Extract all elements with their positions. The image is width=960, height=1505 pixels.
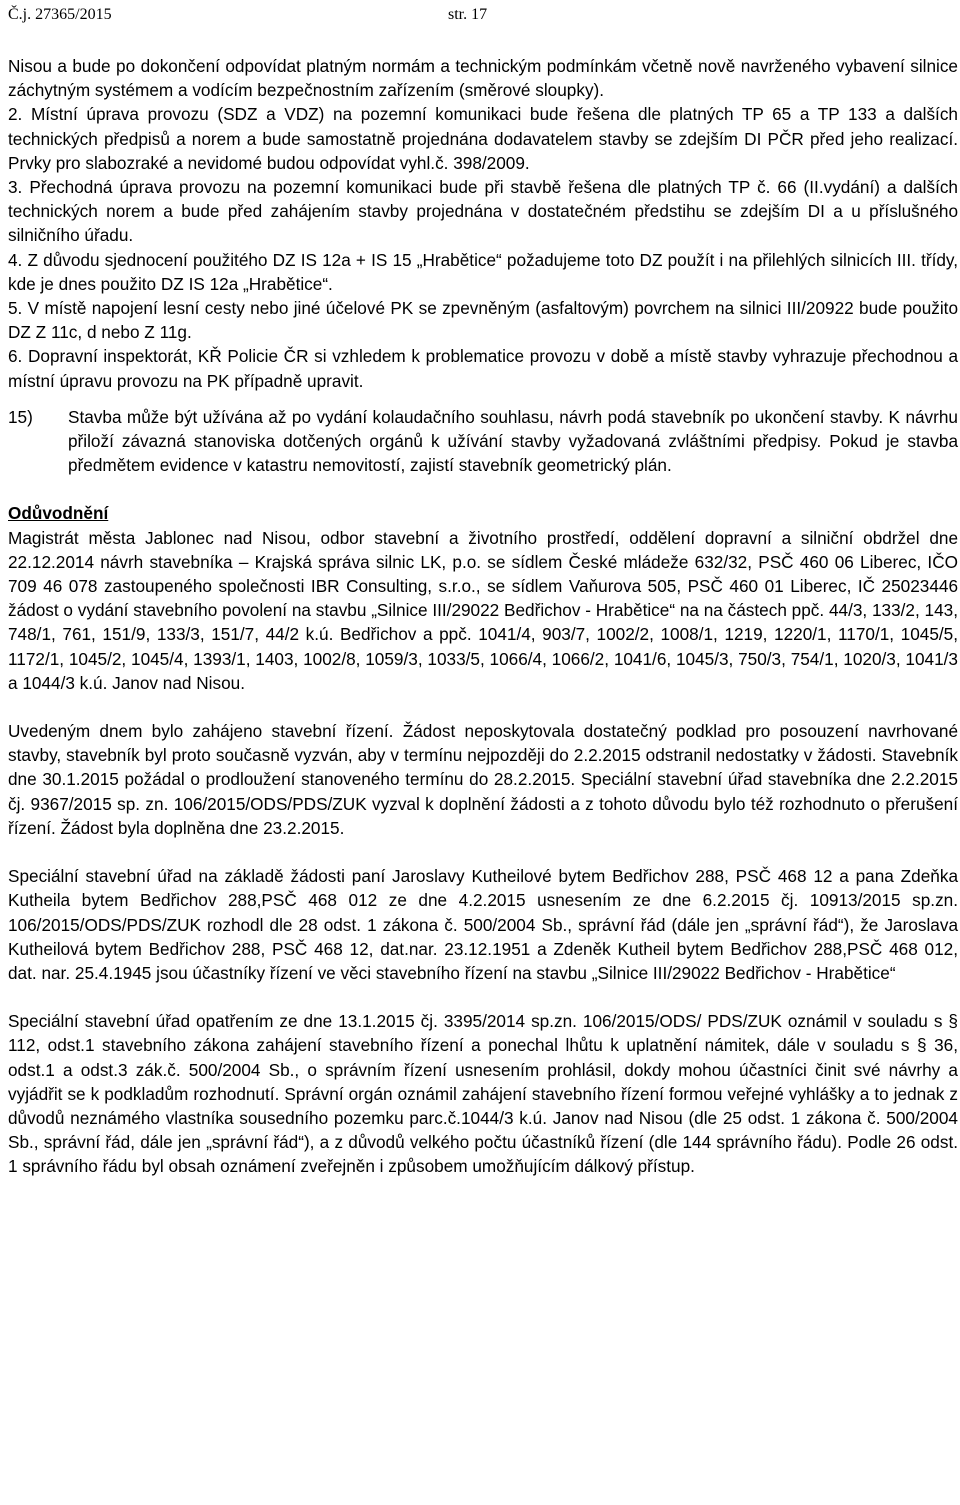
item-text: Stavba může být užívána až po vydání kolaudačního souhlasu, návrh podá stavebník po ukončení stavby. K návrhu přiloží závazná stanoviska dotčených orgánů k užívání stavby vyžadovaná zvláštními předpisy. Pokud je stavba předmětem evidence v katastru nemovitostí, zajistí stavebník geometrický plán. xyxy=(68,406,958,476)
reasoning-paragraph-2: Uvedeným dnem bylo zahájeno stavební řízení. Žádost neposkytovala dostatečný podklad pro posouzení navrhované stavby, stavebník byl proto současně vyzván, aby v termínu nejpozději do 2.2.2015 odstranil nedostatky v žádosti. Stavebník dne 30.1.2015 požádal o prodloužení stanoveného termínu do 28.2.2015. Speciální stavební úřad stavebníka dne 2.2.2015 čj. 9367/2015 sp. zn. 106/2015/ODS/PDS/ZUK vyzval k doplnění žádosti a z tohoto důvodu bylo též rozhodnuto o přerušení řízení. Žádost byla doplněna dne 23.2.2015. xyxy=(8,721,958,838)
reasoning-paragraph-1: Magistrát města Jablonec nad Nisou, odbor stavební a životního prostředí, oddělení dopravní a silniční obdržel dne 22.12.2014 návrh stavebníka – Krajská správa silnic LK, p.o. se sídlem České mládeže 632/32, PSČ 460 06 Liberec, IČO 709 46 078 zastoupeného společnosti IBR Consulting, s.r.o., se sídlem Vaňurova 505, PSČ 460 01 Liberec, IČ 25023446 žádost o vydání stavebního povolení na stavbu „Silnice III/29022 Bedřichov - Hrabětice“ na na částech ppč. 44/3, 133/2, 143, 748/1, 761, 151/9, 133/3, 151/7, 44/2 k.ú. Bedřichov a ppč. 1041/4, 903/7, 1002/2, 1008/1, 1219, 1220/1, 1170/1, 1045/5, 1172/1, 1045/2, 1045/4, 1393/1, 1403, 1002/8, 1059/3, 1033/5, 1066/4, 1066/2, 1041/6, 1045/3, 750/3, 754/1, 1020/3, 1041/3 a 1044/3 k.ú. Janov nad Nisou. xyxy=(8,527,958,693)
condition-item-3: 3. Přechodná úprava provozu na pozemní komunikaci bude při stavbě řešena dle platných TP č. 66 (II.vydání) a dalších technických norem a bude před zahájením stavby projednána v dostatečném předstihu se zdejším DI a u příslušného silničního úřadu. xyxy=(8,177,958,246)
document-body xyxy=(8,54,958,1179)
document-reference: Č.j. 27365/2015 xyxy=(8,6,112,23)
condition-item-15 xyxy=(8,405,958,478)
reasoning-paragraph-4: Speciální stavební úřad opatřením ze dne 13.1.2015 čj. 3395/2014 sp.zn. 106/2015/ODS/ PDS/ZUK oznámil v souladu s § 112, odst.1 stavebního zákona zahájení stavebního řízení a ponechal lhůtu k uplatnění námitek, dále v souladu s § 36, odst.1 a odst.3 zák.č. 500/2004 Sb., o správním řízení usnesením prohlásil, dokdy mohou účastníci činit své návrhy a vyjádřit se k podkladům rozhodnutí. Správní orgán oznámil zahájení stavebního řízení formou veřejné vyhlášky a to jednak z důvodů neznámého vlastníka sousedního pozemku parc.č.1044/3 k.ú. Janov nad Nisou (dle 25 odst. 1 zákona č. 500/2004 Sb., správní řád, dále jen „správní řád“), a z důvodů velkého počtu účastníků řízení (dle 144 správního řádu). Podle 26 odst. 1 správního řádu byl obsah oznámení zveřejněn i způsobem umožňujícím dálkový přístup. xyxy=(8,1011,958,1177)
page-header xyxy=(4,4,904,26)
reasoning-paragraph-3: Speciální stavební úřad na základě žádosti paní Jaroslavy Kutheilové bytem Bedřichov 288, PSČ 468 12 a pana Zdeňka Kutheila bytem Bedřichov 288,PSČ 468 012 ze dne 4.2.2015 usnesením ze dne 6.2.2015 čj. 10913/2015 sp.zn. 106/2015/ODS/PDS/ZUK rozhodl dle 28 odst. 1 zákona č. 500/2004 Sb., správní řád (dále jen „správní řád“), že Jaroslava Kutheilová bytem Bedřichov 288, PSČ 468 12, dat.nar. 23.12.1951 a Zdeněk Kutheil bytem Bedřichov 288,PSČ 468 012, dat. nar. 25.4.1945 jsou účastníky řízení ve věci stavebního řízení na stavbu „Silnice III/29022 Bedřichov - Hrabětice“ xyxy=(8,866,958,983)
conditions-intro: Nisou a bude po dokončení odpovídat platným normám a technickým podmínkám včetně nově navrženého vybavení silnice záchytným systémem a vodícím bezpečnostním zařízením (směrové sloupky). xyxy=(8,56,958,101)
condition-item-4: 4. Z důvodu sjednocení použitého DZ IS 12a + IS 15 „Hrabětice“ požadujeme toto DZ použít i na přilehlých silnicích III. třídy, kde je dnes použito DZ IS 12a „Hrabětice“. xyxy=(8,249,958,294)
page-number: str. 17 xyxy=(448,6,488,23)
condition-item-5: 5. V místě napojení lesní cesty nebo jiné účelové PK se zpevněným (asfaltovým) povrchem na silnici III/20922 bude použito DZ Z 11c, d nebo Z 11g. xyxy=(8,298,958,343)
item-number: 15) xyxy=(8,406,33,427)
condition-item-6: 6. Dopravní inspektorát, KŘ Policie ČR si vzhledem k problematice provozu v době a místě stavby vyhrazuje přechodnou a místní úpravu provozu na PK případně upravit. xyxy=(8,346,958,391)
condition-item-2: 2. Místní úprava provozu (SDZ a VDZ) na pozemní komunikaci bude řešena dle platných TP 65 a TP 133 a dalších technických předpisů a norem a bude samostatně projednána dodavatelem stavby se zdejším DI PČR před jeho realizací. Prvky pro slabozraké a nevidomé budou odpovídat vyhl.č. 398/2009. xyxy=(8,104,958,173)
section-heading: Odůvodnění xyxy=(8,503,109,524)
